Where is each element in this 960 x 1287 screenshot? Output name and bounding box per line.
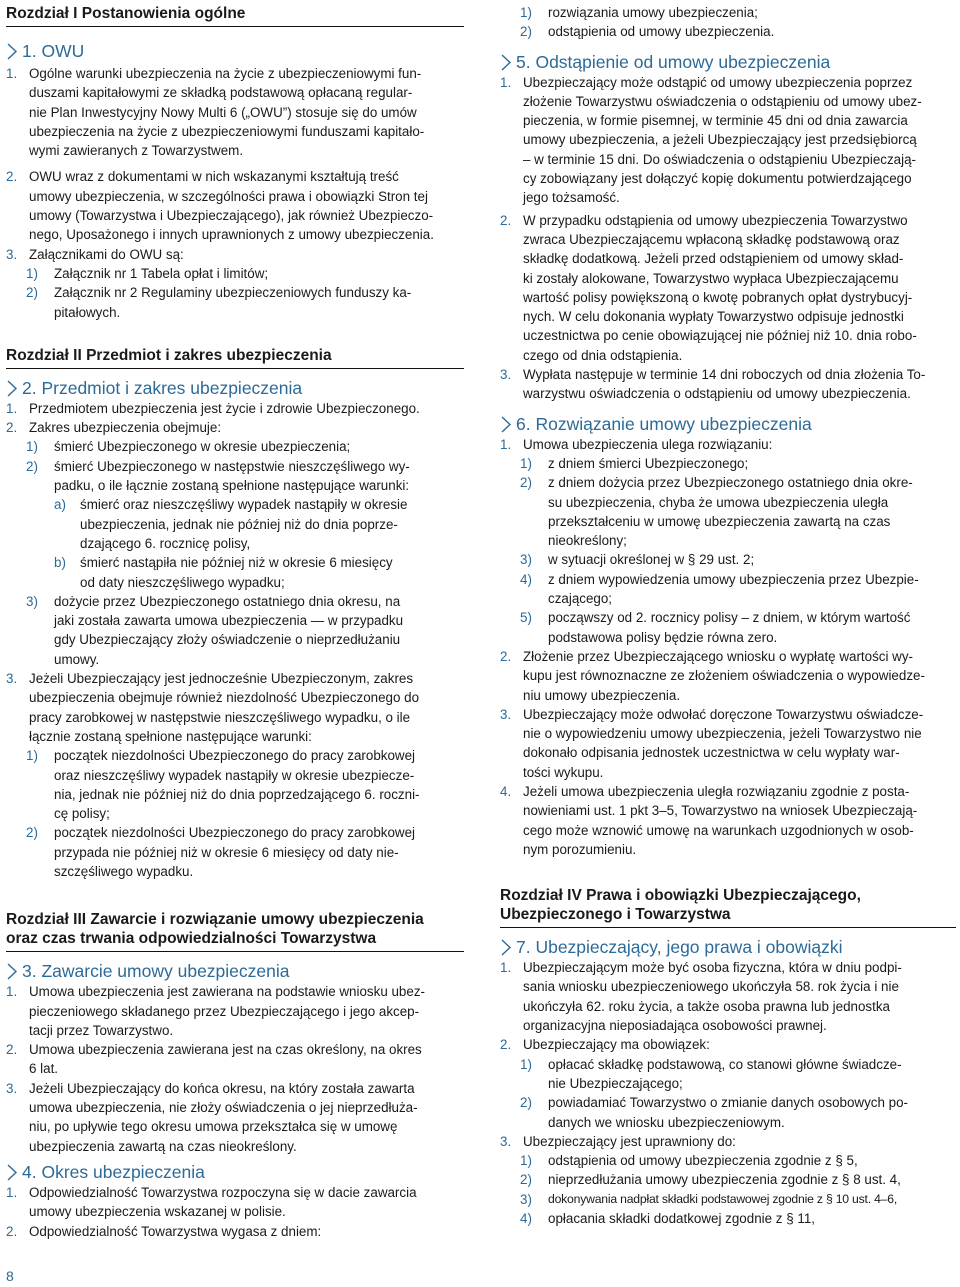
section-heading-3: 3. Zawarcie umowy ubezpieczenia: [6, 961, 464, 982]
list-item: 2) Załącznik nr 2 Regulaminy ubezpieczeniowych funduszy ka- pitałowych.: [26, 285, 412, 320]
left-column: [6, 0, 464, 1241]
paragraph: 1. Przedmiotem ubezpieczenia jest życie i zdrowie Ubezpieczonego.: [6, 400, 420, 416]
list-item: 2) z dniem dożycia przez Ubezpieczonego ostatniego dnia okre- su ubezpieczenia, chyba że umowa ubezpieczenia uległa przekształceniu w umowę ubezpieczenia zawartą na czas nieokreślony;: [520, 475, 913, 549]
list-item: 2) początek niezdolności Ubezpieczonego do pracy zarobkowej przypada nie później niż w okresie 6 miesięcy od daty nie- szczęśliwego wypadku.: [26, 825, 416, 879]
list-item: 1) początek niezdolności Ubezpieczonego do pracy zarobkowej oraz nieszczęśliwy wypadek nastąpiły w okresie ubezpiecze- nia, jednak nie później niż do dnia poprzedzającego 6. roczni- cę polisy;: [26, 748, 420, 822]
list-item: 1) odstąpienia od umowy ubezpieczenia zgodnie z § 5,: [520, 1153, 858, 1169]
chapter-heading-3: Rozdział III Zawarcie i rozwiązanie umowy ubezpieczenia oraz czas trwania odpowiedzialności Towarzystwa: [6, 910, 464, 952]
list-item: 1) Załącznik nr 1 Tabela opłat i limitów;: [26, 265, 269, 281]
chevron-right-icon: [6, 41, 19, 62]
paragraph: 2. Odpowiedzialność Towarzystwa wygasa z dniem:: [6, 1223, 322, 1239]
list-item: 3) dokonywania nadpłat składki podstawowej zgodnie z § 10 ust. 4–6,: [520, 1191, 897, 1207]
paragraph: 2. Umowa ubezpieczenia zawierana jest na czas określony, na okres 6 lat.: [6, 1042, 422, 1077]
paragraph: 4. Jeżeli umowa ubezpieczenia uległa rozwiązaniu zgodnie z posta- nowieniami ust. 1 pkt 3–5, Towarzystwo na wniosek Ubezpieczają- cego może wznowić umowę na warunkach uzgodnionych w osob- nym porozumieniu.: [500, 783, 918, 857]
chapter-heading-4: Rozdział IV Prawa i obowiązki Ubezpieczającego, Ubezpieczonego i Towarzystwa: [500, 886, 956, 928]
paragraph: 1. Odpowiedzialność Towarzystwa rozpoczyna się w dacie zawarcia umowy ubezpieczenia wskazanej w polisie.: [6, 1184, 417, 1220]
paragraph: 1. Umowa ubezpieczenia jest zawierana na podstawie wniosku ubez- pieczeniowego składanego przez Ubezpieczającego i jego akcep- tacji przez Towarzystwo.: [6, 984, 425, 1038]
page-number: 8: [6, 1268, 14, 1284]
chevron-right-icon: [6, 378, 19, 399]
paragraph: 3. Ubezpieczający może odwołać doręczone Towarzystwu oświadcze- nie o wypowiedzeniu umowy ubezpieczenia, jeżeli Towarzystwo nie dokonało odpisania jednostek uczestnictwa w celu wypłaty war- tości wykupu.: [500, 706, 924, 780]
paragraph: 2. Zakres ubezpieczenia obejmuje:: [6, 420, 222, 436]
list-item: 1) rozwiązania umowy ubezpieczenia;: [520, 5, 758, 20]
paragraph: 2. W przypadku odstąpienia od umowy ubezpieczenia Towarzystwo zwraca Ubezpieczającemu wpłaconą składkę podstawową oraz składkę dodatkową. Jeżeli przed odstąpieniem od umowy skład- ki zostały alokowane, Towarzystwo wypłaca Ubezpieczającemu wartość polisy powiększoną o kwotę pobranych opłat dystrybucyj- nych. W celu dokonania wypłaty Towarzystwo odpisuje jednostki uczestnictwa po cenie obowiązującej nie później niż 10. dnia robo- czego od dnia odstąpienia.: [500, 212, 917, 363]
paragraph: 2. OWU wraz z dokumentami w nich wskazanymi kształtują treść umowy ubezpieczenia, w szczególności prawa i obowiązki Stron tej umowy (Towarzystwa i Ubezpieczającego), jak również Ubezpieczo- nego, Uposażonego i innych uprawnionych z umowy ubezpieczenia.: [6, 169, 434, 243]
paragraph: 1. Ogólne warunki ubezpieczenia na życie z ubezpieczeniowymi fun- duszami kapitałowymi ze składką podstawową opłacaną regular- nie Plan Inwestycyjny Nowy Multi 6 („OWU”) stosuje się do umów ubezpieczenia na życie z ubezpieczeniowymi funduszami kapitało- wymi zawieranych z Towarzystwem.: [6, 66, 425, 159]
chevron-right-icon: [500, 52, 513, 73]
section-heading-6: 6. Rozwiązanie umowy ubezpieczenia: [500, 414, 956, 435]
paragraph: 2. Złożenie przez Ubezpieczającego wniosku o wypłatę wartości wy- kupu jest równoznaczne ze złożeniem oświadczenia o wypowiedze- niu umowy ubezpieczenia.: [500, 648, 925, 703]
chevron-right-icon: [500, 937, 513, 958]
paragraph: 3. Ubezpieczający jest uprawniony do:: [500, 1133, 736, 1149]
list-item: 1) opłacać składkę podstawową, co stanowi główne świadcze- nie Ubezpieczającego;: [520, 1056, 902, 1091]
section-heading-1: 1. OWU: [6, 41, 464, 62]
paragraph: 3. Jeżeli Ubezpieczający jest jednocześnie Ubezpieczonym, zakres ubezpieczenia obejmuje również niezdolność Ubezpieczonego do pracy zarobkowej w następstwie nieszczęśliwego wypadku, o ile łącznie zostaną spełnione następujące warunki:: [6, 671, 420, 744]
list-item: 4) z dniem wypowiedzenia umowy ubezpieczenia przez Ubezpie- czającego;: [520, 571, 919, 607]
section-heading-4: 4. Okres ubezpieczenia: [6, 1162, 464, 1183]
list-item: 1) śmierć Ubezpieczonego w okresie ubezpieczenia;: [26, 439, 351, 455]
list-item: 3) w sytuacji określonej w § 29 ust. 2;: [520, 552, 755, 568]
chapter-heading-2: Rozdział II Przedmiot i zakres ubezpieczenia: [6, 346, 464, 369]
chevron-right-icon: [6, 961, 19, 982]
list-item: a) śmierć oraz nieszczęśliwy wypadek nastąpiły w okresie ubezpieczenia, jednak nie później niż do dnia poprze- dzającego 6. rocznicę polisy,: [54, 497, 408, 551]
list-item: 2) śmierć Ubezpieczonego w następstwie nieszczęśliwego wy- padku, o ile łącznie zostaną spełnione następujące warunki:: [26, 458, 410, 494]
list-item: 2) powiadamiać Towarzystwo o zmianie danych osobowych po- danych we wniosku ubezpieczeniowym.: [520, 1095, 908, 1130]
chapter-heading-1: Rozdział I Postanowienia ogólne: [6, 4, 464, 27]
section-heading-5: 5. Odstąpienie od umowy ubezpieczenia: [500, 52, 956, 73]
paragraph: 3. Wypłata następuje w terminie 14 dni roboczych od dnia złożenia To- warzystwu oświadczenia o odstąpieniu od umowy ubezpieczenia.: [500, 367, 926, 402]
right-column: [500, 0, 956, 1228]
list-item: 4) opłacania składki dodatkowej zgodnie z § 11,: [520, 1211, 815, 1227]
section-heading-2: 2. Przedmiot i zakres ubezpieczenia: [6, 378, 464, 399]
paragraph: 1. Ubezpieczającym może być osoba fizyczna, która w dniu podpi- sania wniosku ubezpieczeniowego ukończyła 58. rok życia i nie ukończyła 62. roku życia, a także osoba prawna lub jednostka organizacyjna nieposiadająca osobowości prawnej.: [500, 960, 902, 1034]
list-item: 2) nieprzedłużania umowy ubezpieczenia zgodnie z § 8 ust. 4,: [520, 1172, 901, 1188]
chevron-right-icon: [500, 414, 513, 435]
list-item: 5) począwszy od 2. rocznicy polisy – z dniem, w którym wartość podstawowa polisy będzie równa zero.: [520, 610, 911, 645]
paragraph: 1. Ubezpieczający może odstąpić od umowy ubezpieczenia poprzez złożenie Towarzystwu oświadczenia o odstąpieniu od umowy ubez- pieczenia, w formie pisemnej, w terminie 45 dni od dnia zawarcia umowy ubezpieczenia, a jeżeli Ubezpieczający jest przedsiębiorcą – w terminie 15 dni. Do oświadczenia o odstąpieniu Ubezpieczają- cy zobowiązany jest dołączyć kopię dokumentu potwierdzającego jego tożsamość.: [500, 74, 922, 206]
list-item: 3) dożycie przez Ubezpieczonego ostatniego dnia okresu, na jaki została zawarta umowa ubezpieczenia — w przypadku gdy Ubezpieczający złoży oświadczenie o nieprzedłużaniu umowy.: [26, 593, 404, 667]
list-item: b) śmierć nastąpiła nie później niż w okresie 6 miesięcy od daty nieszczęśliwego wypadku;: [54, 555, 393, 590]
list-item: 2) odstąpienia od umowy ubezpieczenia.: [520, 24, 775, 40]
paragraph: 1. Umowa ubezpieczenia ulega rozwiązaniu:: [500, 436, 773, 452]
chevron-right-icon: [6, 1162, 19, 1183]
paragraph: 3. Jeżeli Ubezpieczający do końca okresu, na który została zawarta umowa ubezpieczenia, nie złoży oświadczenia o jej nieprzedłuża- niu, po upływie tego okresu umowa przekształca się w umowę ubezpieczenia zawartą na czas nieokreślony.: [6, 1080, 418, 1154]
paragraph: 2. Ubezpieczający ma obowiązek:: [500, 1037, 710, 1053]
list-item: 1) z dniem śmierci Ubezpieczonego;: [520, 455, 749, 471]
section-heading-7: 7. Ubezpieczający, jego prawa i obowiązki: [500, 937, 956, 958]
paragraph: 3. Załącznikami do OWU są:: [6, 246, 184, 262]
